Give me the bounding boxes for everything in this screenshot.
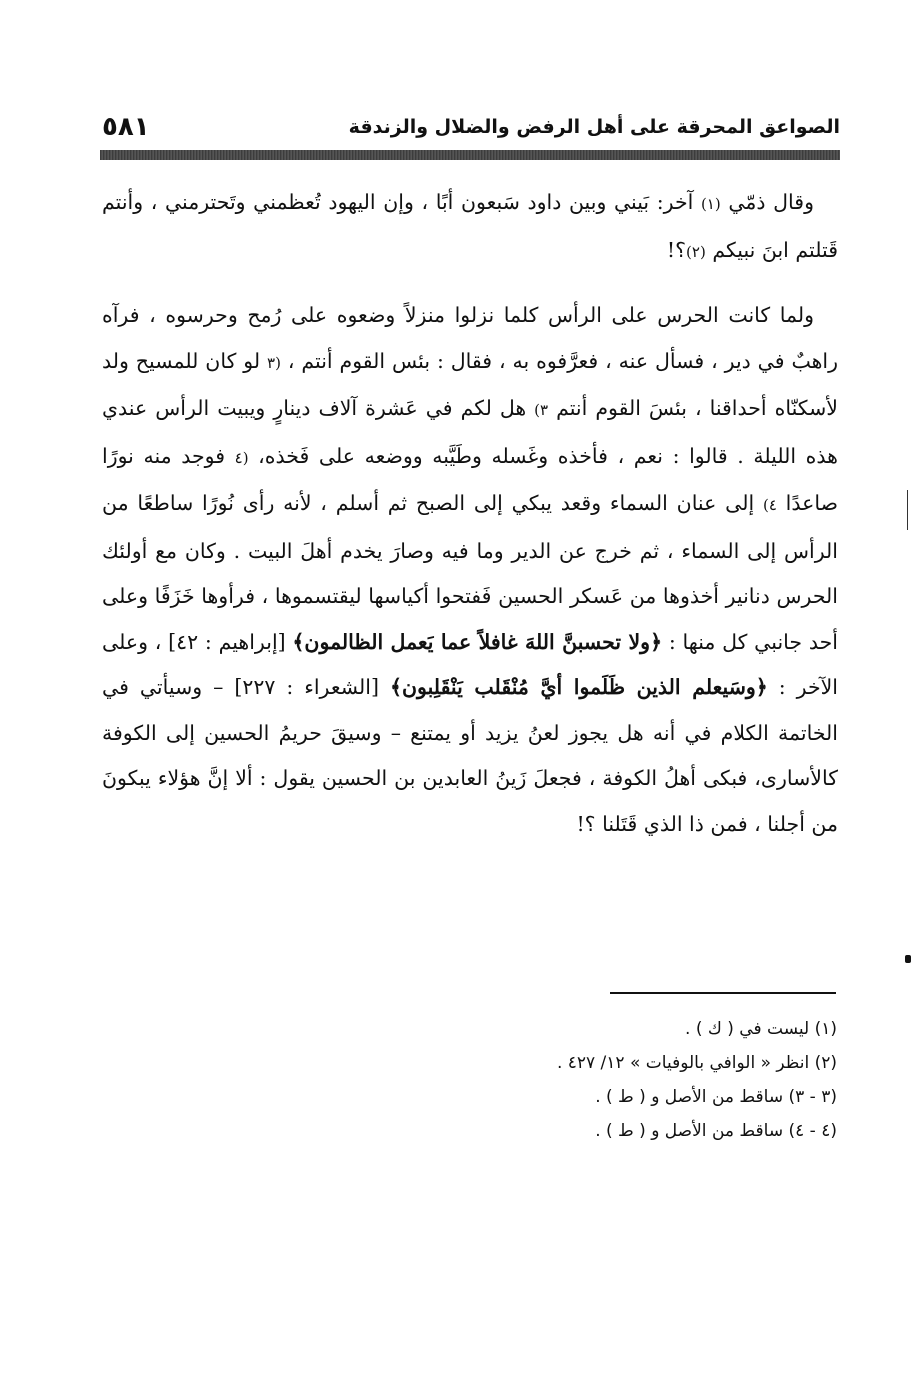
- footnote-ref-3-end: ٣): [534, 401, 549, 419]
- text-span: إلى عنان السماء وقعد يبكي إلى الصبح ثم أسلم ، لأنه رأى نُورًا ساطعًا من الرأس إلى السماء ، ثم خرج عن الدير وما فيه وصارَ يخدم أهلَ البيت . وكان مع أولئك الحرس دنانير أخذوها من عَسكر الحسين فَفتحوا أكياسها ليقتسموها ، فرأوها خَزَفًا وعلى أحد جانبي كل منها :: [102, 491, 838, 654]
- footnote-3: (٣ - ٣) ساقط من الأصل و ( ط ) .: [595, 1087, 837, 1107]
- quran-verse-2: ﴿وسَيعلم الذين ظَلَموا أيَّ مُنْقَلب يَنْقَلِبون﴾: [389, 675, 768, 699]
- text-span: هل لكم في عَشرة آلاف دينارٍ ويبيت الرأس عندي هذه الليلة . قالوا : نعم ، فأخذه وغَسله وطَيَّبه ووضعه على فَخذه،: [102, 396, 838, 468]
- page-number: ٥٨١: [102, 112, 150, 142]
- book-title: الصواعق المحرقة على أهل الرفض والضلال والزندقة: [348, 116, 840, 138]
- text-span: ؟!: [666, 237, 687, 262]
- header-rule: [100, 150, 840, 160]
- text-span: ولما كانت الحرس على الرأس كلما نزلوا منزلاً وضعوه على رُمح وحرسوه ، فرآه راهبٌ في دير ، فسأل عنه ، فعرَّفوه به ، فقال : بئس القوم أنتم ،: [102, 303, 839, 373]
- text-span: فوجد منه نورًا صاعدًا: [102, 443, 839, 515]
- text-span: [إبراهيم : ٤٢] ، وعلى الآخر :: [102, 629, 839, 699]
- footnote-ref-2: (٢): [686, 242, 706, 261]
- running-header: [100, 112, 840, 152]
- scan-edge-line: [907, 490, 908, 530]
- footnote-ref-1: (١): [700, 195, 721, 213]
- paragraph-1: [102, 180, 838, 275]
- footnote-ref-3-start: (٣: [267, 353, 281, 372]
- footnotes: [300, 1012, 837, 1148]
- footnote-ref-4-end: ٤): [762, 496, 777, 514]
- footnote-4: (٤ - ٤) ساقط من الأصل و ( ط ) .: [595, 1121, 837, 1141]
- footnote-separator: [610, 992, 836, 994]
- text-span: لو كان للمسيح ولد لأسكنّاه أحداقنا ، بئسَ القوم أنتم: [102, 348, 838, 420]
- footnote-2: (٢) انظر « الوافي بالوفيات » ١٢/ ٤٢٧ .: [556, 1053, 837, 1073]
- text-span: آخر: بَيني وبين داود سَبعون أبًا ، وإن اليهود تُعظمني وتَحترمني ، وأنتم قَتلتم ابنَ نبيكم: [102, 190, 838, 262]
- main-text: [102, 180, 838, 847]
- text-span: وقال ذمّي: [720, 190, 814, 214]
- scan-edge-mark: [905, 955, 911, 963]
- paragraph-2: [102, 293, 838, 847]
- footnote-1: (١) ليست في ( ك ) .: [685, 1019, 837, 1039]
- footnote-ref-4-start: (٤: [234, 448, 249, 467]
- quran-verse-1: ﴿ولا تحسبنَّ اللهَ غافلاً عما يَعمل الظالمون﴾: [292, 629, 663, 654]
- text-span: [الشعراء : ٢٢٧] – وسيأتي في الخاتمة الكلام في أنه هل يجوز لعنُ يزيد أو يمتنع – وسيقَ حريمُ الحسين إلى الكوفة كالأسارى، فبكى أهلُ الكوفة ، فجعلَ زَينُ العابدين بن الحسين يقول : ألا إنَّ هؤلاء يبكونَ من أجلنا ، فمن ذا الذي قَتَلنا ؟!: [102, 675, 838, 836]
